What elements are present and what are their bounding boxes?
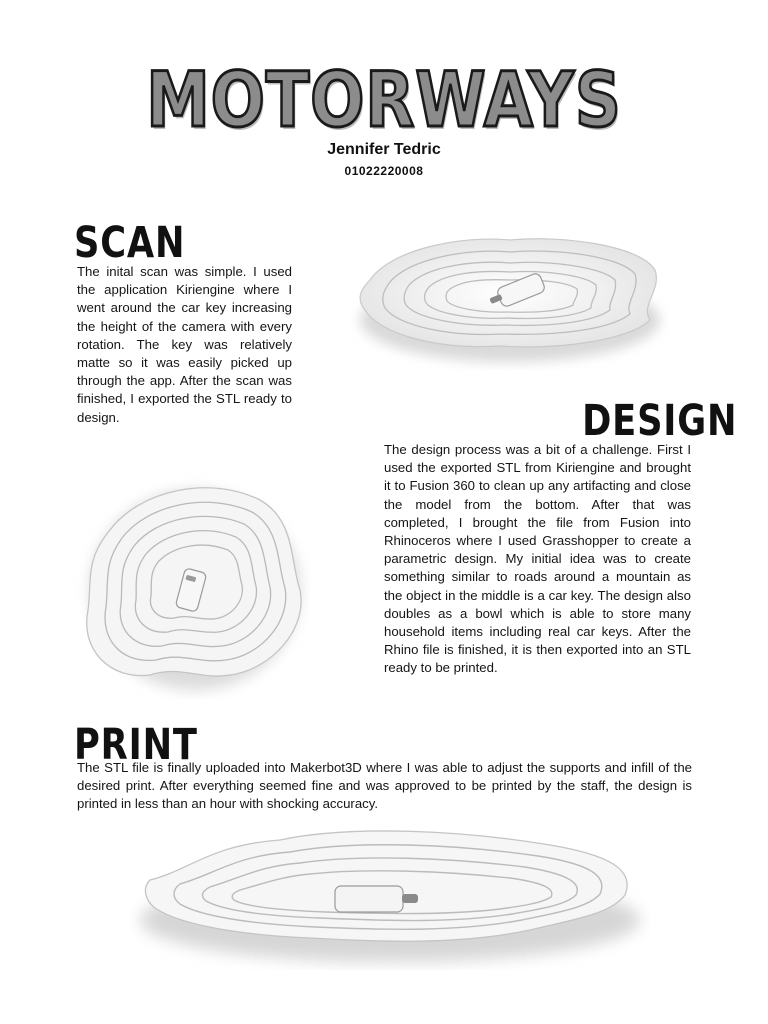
design-heading: DESIGN [582,396,738,446]
student-id: 01022220008 [344,164,424,178]
scan-heading: SCAN [74,218,186,268]
author-name: Jennifer Tedric [327,141,441,158]
print-text: The STL file is finally uploaded into Makerbot3D where I was able to adjust the supports and infill of the desired print. After everything seemed fine and was approved to be printed by the staff, the design is printed in less than an hour with shocking accuracy. [77,760,692,812]
bowl-render-angled [350,210,670,380]
bowl-render-top-view [70,470,310,700]
bowl-render-perspective [130,820,650,970]
design-text: The design process was a bit of a challenge. First I used the exported STL from Kiriengine and brought it to Fusion 360 to clean up any artifacting and close the model from the bottom. After that was completed, I brought the file from Fusion into Rhinoceros where I used Grasshopper to create a parametric design. My initial idea was to create something similar to roads around a mountain as the object in the middle is a car key. The design also doubles as a bowl which is able to store many household items including real car keys. After the Rhino file is finished, it is then exported into an STL ready to be printed. [384,442,691,676]
page-title: MOTORWAYS [146,55,622,144]
scan-text: The inital scan was simple. I used the application Kiriengine where I went around the car key increasing the height of the camera with every rotation. The key was relatively matte so it was easily picked up through the app. After the scan was finished, I exported the STL ready to design. [77,264,292,425]
print-heading: PRINT [74,720,198,770]
